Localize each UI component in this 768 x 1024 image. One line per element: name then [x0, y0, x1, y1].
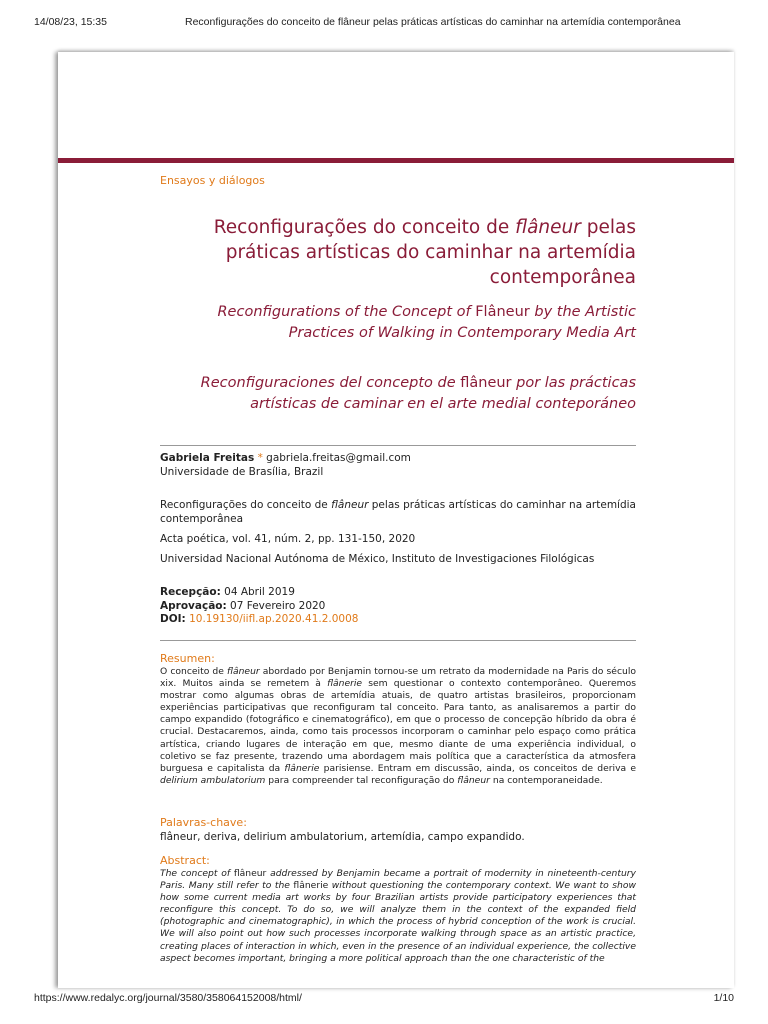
print-page-title: Reconfigurações do conceito de flâneur pelas práticas artísticas do caminhar na artemídia contemporânea [185, 16, 681, 28]
citation-publisher: Universidad Nacional Autónoma de México, Instituto de Investigaciones Filológicas [160, 553, 595, 565]
received-date: 04 Abril 2019 [224, 586, 295, 598]
divider [160, 445, 636, 446]
section-label: Ensayos y diálogos [160, 174, 265, 187]
doi-label: DOI: [160, 613, 186, 625]
author-email[interactable]: gabriela.freitas@gmail.com [266, 452, 411, 464]
abstract-text-part: addressed by Benjamin became a portrait of modernity in nineteenth-century Paris. Many still refer to the [160, 868, 636, 892]
abstract-heading: Abstract: [160, 854, 210, 867]
title-es-upright: flâneur [460, 375, 512, 391]
citation-title [160, 498, 636, 526]
keywords-text: flâneur, deriva, delirium ambulatorium, artemídia, campo expandido. [160, 831, 525, 843]
divider [160, 640, 636, 641]
title-es-part: Reconfiguraciones del concepto de [200, 375, 461, 391]
resumen-text [160, 666, 636, 787]
citation-title-part: Reconfigurações do conceito de [160, 499, 332, 511]
title-portuguese [188, 215, 636, 290]
doi-link[interactable]: 10.19130/iifl.ap.2020.41.2.0008 [189, 613, 359, 625]
author-note-marker[interactable]: * [257, 452, 263, 464]
resumen-italic: flânerie [327, 678, 363, 690]
resumen-text-part: O conceito de [160, 666, 228, 677]
citation-title-part: pelas práticas artísticas do caminhar na artemídia contemporânea [160, 499, 636, 525]
author-block [160, 451, 636, 479]
print-page-count: 1/10 [713, 992, 734, 1004]
resumen-text-part: na contemporaneidade. [489, 774, 603, 786]
resumen-text-part: parisiense. Entram em discussão, ainda, os conceitos de deriva e [319, 762, 637, 774]
resumen-heading: Resumen: [160, 652, 215, 665]
resumen-text-part: para compreender tal reconfiguração do [265, 774, 458, 786]
citation-journal: Acta poética, vol. 41, núm. 2, pp. 131-150, 2020 [160, 533, 416, 545]
keywords-section [160, 816, 636, 844]
abstract-section [160, 854, 636, 965]
approved-label: Aprovação: [160, 599, 227, 612]
print-url[interactable]: https://www.redalyc.org/journal/3580/358064152008/html/ [34, 992, 302, 1004]
citation-block [160, 498, 636, 572]
abstract-text-part: without questioning the contemporary context. We want to show how some current media art works by four Brazilian artists provide participatory experiences that reconfigure this concept. To do so, we will analyze them in the context of the expanded field (photographic and cinematographic), in which the process of hybrid conception of the work is crucial. We will also point out how such processes incorporate walking through space as an artistic practice, creating places of interaction in which, even in the presence of an individual experience, the collective aspect becomes important, bringing a more political approach than the one characteristic of the [160, 880, 636, 964]
title-pt-part: Reconfigurações do conceito de [213, 217, 516, 238]
author-affiliation: Universidade de Brasília, Brazil [160, 466, 324, 478]
header-divider [58, 158, 734, 163]
print-timestamp: 14/08/23, 15:35 [34, 16, 107, 28]
print-footer [0, 992, 768, 1012]
title-en-part: Reconfigurations of the Concept of [217, 304, 476, 320]
resumen-text-part: abordado por Benjamin tornou-se um retrato da modernidade na Paris do século xix. Muitos ainda se remetem à [160, 666, 636, 690]
author-name: Gabriela Freitas [160, 452, 255, 464]
title-english [188, 302, 636, 343]
title-en-upright: Flâneur [475, 304, 530, 320]
dates-block [160, 586, 636, 627]
print-header [0, 0, 768, 40]
title-spanish [188, 373, 636, 414]
title-pt-italic: flâneur [515, 217, 581, 238]
resumen-italic: flâneur [227, 666, 260, 677]
resumen-italic: flâneur [457, 774, 490, 786]
resumen-text-part: sem questionar o contexto contemporâneo. Queremos mostrar como algumas obras de artemídia atuais, de quatro artistas brasileiros, proporcionam experiências participativas que reconfiguram tal conceito. Para tanto, as analisaremos a partir do campo expandido (fotográfico e cinematográfico), em que o processo de concepção híbrido da obra é crucial. Destacaremos, ainda, como tais processos incorporam o caminhar pelo espaço como prática artística, criando lugares de interação em que, mesmo diante de uma experiência individual, o coletivo se faz presente, trazendo uma abordagem mais política que a característica da atmosfera burguesa e capitalista da [160, 678, 636, 774]
resumen-italic: flânerie [284, 762, 320, 774]
abstract-upright: flâneur [233, 868, 267, 879]
citation-title-italic: flâneur [331, 499, 369, 511]
resumen-section [160, 652, 636, 787]
abstract-text [160, 868, 636, 965]
abstract-text-part: The concept of [160, 868, 234, 879]
keywords-heading: Palavras-chave: [160, 816, 247, 829]
title-pt-part: pelas práticas artísticas do caminhar na artemídia contemporânea [225, 217, 636, 288]
title-es-part: por las prácticas artísticas de caminar en el arte medial conteporáneo [250, 375, 636, 412]
resumen-italic: delirium ambulatorium [160, 774, 266, 786]
abstract-upright: flânerie [293, 880, 329, 892]
approved-date: 07 Fevereiro 2020 [230, 599, 326, 612]
article-page [58, 52, 734, 988]
title-en-part: by the Artistic Practices of Walking in Contemporary Media Art [288, 304, 636, 341]
received-label: Recepção: [160, 586, 221, 598]
